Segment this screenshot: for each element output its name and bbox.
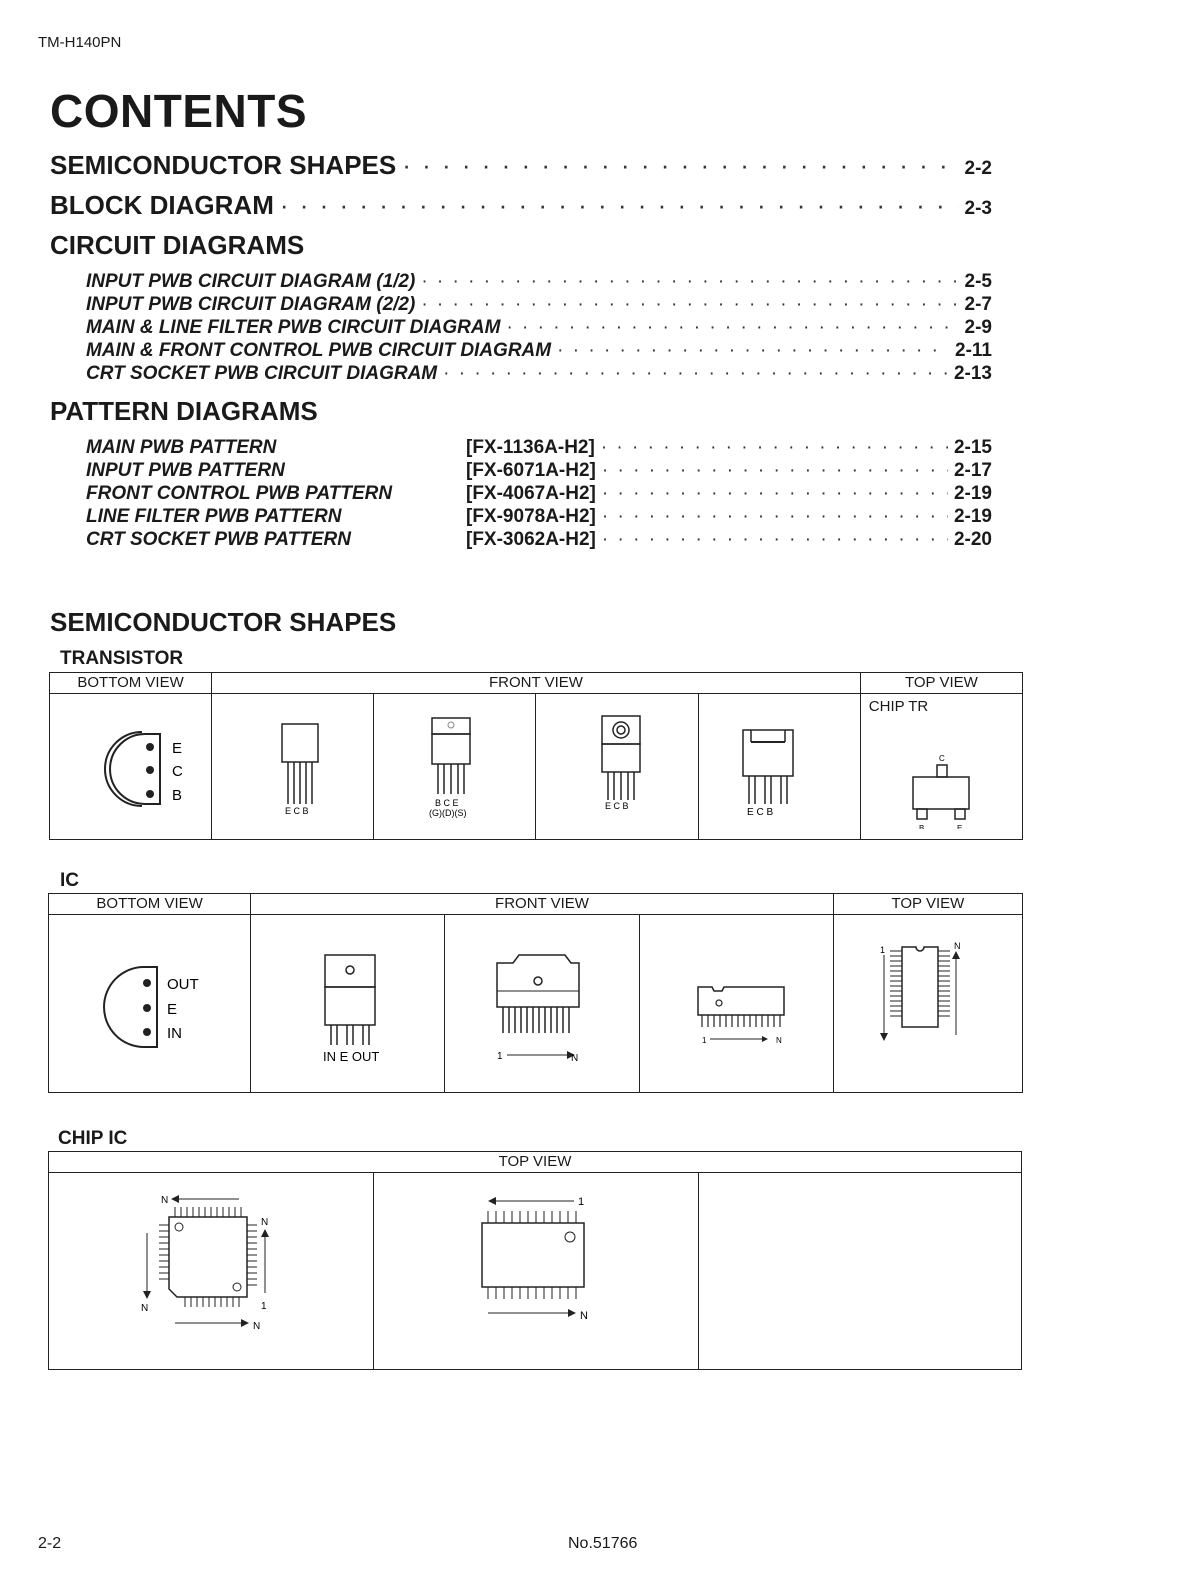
toc-label: MAIN & FRONT CONTROL PWB CIRCUIT DIAGRAM [86,340,552,361]
toc-label: CRT SOCKET PWB PATTERN [86,529,351,550]
pattern-diagrams-heading: PATTERN DIAGRAMS [50,396,318,426]
circuit-diagrams-heading: CIRCUIT DIAGRAMS [50,230,305,260]
leader-dots [602,483,948,505]
toc-entry[interactable] [86,271,992,293]
svg-text:OUT: OUT [167,976,199,994]
leader-dots [443,363,948,385]
page-number: 2-2 [38,1535,62,1552]
chip-ic-empty-cell [699,1173,1022,1370]
toc-code: [FX-1136A-H2] [466,437,595,458]
leader-dots [602,506,948,528]
toc-entry[interactable] [86,340,992,362]
leader-dots [421,294,958,316]
toc-entry[interactable] [86,529,992,551]
transistor-bottom-icon [50,694,210,834]
model-number: TM-H140PN [38,34,122,51]
svg-text:B: B [918,824,925,829]
ic-front-1 [251,915,445,1093]
svg-text:(G)(D)(S): (G)(D)(S) [429,808,467,818]
transistor-front-4 [698,694,860,840]
front-view-header: FRONT VIEW [212,673,861,694]
leader-dots [421,271,958,293]
svg-text:N: N [261,1217,269,1229]
toc-page: 2-19 [953,506,992,527]
toc-label: CRT SOCKET PWB CIRCUIT DIAGRAM [86,363,438,384]
front-view-header: FRONT VIEW [251,894,834,915]
chip-ic-heading: CHIP IC [58,1128,128,1149]
ic-bottom-icon [49,915,249,1085]
chip-tr-icon [861,719,1021,829]
svg-text:1: 1 [701,1036,707,1046]
toc-label: SEMICONDUCTOR SHAPES [50,150,397,180]
page-title: CONTENTS [50,85,307,137]
svg-text:C: C [172,763,183,780]
svg-text:C: C [938,754,945,763]
toc-page: 2-17 [953,460,992,481]
toc-label: LINE FILTER PWB PATTERN [86,506,342,527]
toc-page: 2-9 [964,317,992,338]
toc-page: 2-13 [953,363,992,384]
svg-text:E C B: E C B [746,807,773,818]
toc-entry[interactable] [86,437,992,459]
transistor-table [49,672,1023,840]
toc-label: INPUT PWB CIRCUIT DIAGRAM (1/2) [86,271,416,292]
sip-ic-icon [640,915,832,1085]
transistor-front-1 [212,694,374,840]
toc-page: 2-3 [964,198,992,219]
svg-text:IN: IN [167,1025,182,1043]
svg-text:N: N [571,1053,579,1065]
power-transistor-package-icon [699,694,859,834]
svg-text:E: E [172,740,183,757]
to92-package-icon [212,694,372,834]
svg-text:1: 1 [261,1301,267,1313]
document-number: No.51766 [568,1535,638,1552]
ic-front-3 [639,915,833,1093]
toc-page: 2-20 [953,529,992,550]
dip-ic-top-icon [834,915,1020,1085]
toc-label: MAIN PWB PATTERN [86,437,277,458]
semiconductor-shapes-heading: SEMICONDUCTOR SHAPES [50,607,397,637]
toc-entry[interactable] [86,317,992,339]
transistor-front-3 [536,694,698,840]
top-view-header: TOP VIEW [833,894,1022,915]
chip-ic-sop [374,1173,699,1370]
toc-label: INPUT PWB PATTERN [86,460,285,481]
leader-dots [602,529,948,551]
sop-package-icon [374,1173,696,1361]
top-view-header: TOP VIEW [860,673,1022,694]
chip-ic-qfp [49,1173,374,1370]
toc-page: 2-19 [953,483,992,504]
to220-package-icon [374,694,534,834]
ic-table [48,893,1023,1093]
leader-dots [557,340,949,362]
svg-text:IN E OUT: IN E OUT [323,1049,380,1065]
toc-page: 2-5 [964,271,992,292]
regulator-package-icon [251,915,443,1085]
sip-power-ic-icon [445,915,637,1085]
ic-top-view [833,915,1022,1093]
toc-label: BLOCK DIAGRAM [50,190,274,220]
toc-page: 2-2 [964,158,992,179]
svg-text:1: 1 [879,945,885,956]
bottom-view-header: BOTTOM VIEW [50,673,212,694]
transistor-bottom-view [50,694,212,840]
toc-code: [FX-4067A-H2] [466,483,596,504]
toc-label: MAIN & LINE FILTER PWB CIRCUIT DIAGRAM [86,317,501,338]
svg-text:E C B: E C B [605,801,629,811]
chip-tr-label: CHIP TR [868,698,929,715]
transistor-heading: TRANSISTOR [60,648,184,669]
toc-page: 2-11 [955,340,992,361]
svg-text:N: N [161,1195,169,1207]
svg-text:E: E [167,1001,178,1019]
leader-dots [601,437,948,459]
svg-text:N: N [141,1303,149,1315]
svg-text:1: 1 [578,1196,585,1209]
bottom-view-header: BOTTOM VIEW [49,894,251,915]
chip-ic-table [48,1151,1022,1370]
transistor-top-view [860,694,1022,840]
leader-dots [602,460,948,482]
leader-dots [506,317,958,339]
toc-entry[interactable] [86,294,992,316]
transistor-front-2 [374,694,536,840]
toc-code: [FX-9078A-H2] [466,506,596,527]
svg-text:E C B: E C B [285,806,309,816]
leader-dots [280,190,959,221]
svg-text:N: N [775,1036,782,1046]
toc-entry[interactable] [50,190,992,221]
svg-text:B: B [172,787,183,804]
toc-entry[interactable] [86,460,992,482]
leader-dots [402,150,958,181]
toc-entry[interactable] [50,150,992,181]
ic-heading: IC [60,870,79,891]
toc-code: [FX-6071A-H2] [466,460,596,481]
toc-page: 2-15 [953,437,992,458]
toc-entry[interactable] [86,363,992,385]
svg-text:N: N [953,941,961,952]
svg-text:N: N [253,1321,261,1333]
qfp-package-icon [49,1173,371,1361]
toc-code: [FX-3062A-H2] [466,529,596,550]
toc-label: INPUT PWB CIRCUIT DIAGRAM (2/2) [86,294,416,315]
toc-page: 2-7 [964,294,992,315]
toc-entry[interactable] [86,483,992,505]
ic-front-2 [445,915,639,1093]
toc-label: FRONT CONTROL PWB PATTERN [86,483,393,504]
to3p-package-icon [536,694,696,834]
svg-text:B C E: B C E [435,798,459,808]
top-view-header: TOP VIEW [49,1152,1022,1173]
svg-text:N: N [580,1310,588,1323]
svg-text:1: 1 [497,1051,503,1063]
toc-entry[interactable] [86,506,992,528]
ic-bottom-view [49,915,251,1093]
svg-text:E: E [956,824,963,829]
